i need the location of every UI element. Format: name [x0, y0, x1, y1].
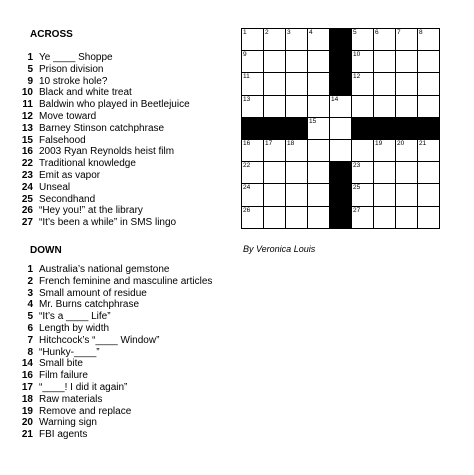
- clue-text: Ye ____ Shoppe: [39, 52, 113, 63]
- grid-cell[interactable]: [330, 118, 352, 140]
- clue-across-27[interactable]: [20, 217, 235, 229]
- cell-number: 11: [243, 73, 250, 81]
- grid-cell[interactable]: [374, 29, 396, 51]
- grid-cell[interactable]: [418, 96, 440, 118]
- clue-number: 17: [21, 381, 33, 393]
- grid-cell[interactable]: [374, 207, 396, 229]
- clue-across-5[interactable]: [20, 64, 235, 76]
- grid-cell[interactable]: [286, 73, 308, 95]
- clue-across-22[interactable]: [20, 158, 235, 170]
- clue-text: “It’s been a while” in SMS lingo: [39, 217, 177, 229]
- cell-number: 27: [353, 206, 361, 214]
- grid-cell[interactable]: [374, 51, 396, 73]
- grid-cell[interactable]: [374, 140, 396, 162]
- cell-number: 20: [397, 139, 405, 147]
- clue-down-14[interactable]: [20, 358, 235, 370]
- cell-number: 3: [287, 29, 291, 36]
- grid-cell[interactable]: [264, 162, 286, 184]
- clue-down-20[interactable]: [20, 417, 235, 429]
- clue-text: Prison division: [39, 63, 104, 75]
- grid-cell[interactable]: [418, 51, 440, 73]
- clue-text: FBI agents: [39, 429, 88, 441]
- grid-cell[interactable]: [418, 140, 440, 162]
- clue-text: Secondhand: [39, 193, 96, 205]
- clue-text: Move toward: [39, 110, 97, 122]
- grid-cell-black: [374, 118, 396, 140]
- clue-number: 21: [21, 429, 33, 441]
- cell-number: 2: [265, 29, 269, 36]
- clue-text: 10 stroke hole?: [39, 75, 108, 87]
- clue-across-16[interactable]: [20, 146, 235, 158]
- clue-text: Mr. Burns catchphrase: [39, 299, 140, 311]
- clue-text: Traditional knowledge: [39, 158, 136, 170]
- down-heading: DOWN: [30, 245, 62, 256]
- grid-cell[interactable]: [396, 96, 418, 118]
- cell-number: 22: [243, 162, 251, 170]
- grid-cell[interactable]: [264, 207, 286, 229]
- clue-down-6[interactable]: [20, 323, 235, 335]
- grid-cell-black: [264, 118, 286, 140]
- clue-across-26[interactable]: [20, 205, 235, 217]
- crossword-grid[interactable]: [241, 28, 440, 229]
- grid-cell[interactable]: [352, 51, 374, 73]
- grid-cell[interactable]: [352, 96, 374, 118]
- grid-cell[interactable]: [396, 73, 418, 95]
- grid-cell[interactable]: [308, 184, 330, 206]
- cell-number: 8: [419, 29, 423, 36]
- grid-cell[interactable]: [396, 140, 418, 162]
- cell-number: 6: [375, 29, 379, 36]
- clue-text: Emit as vapor: [39, 169, 101, 181]
- clue-across-11[interactable]: [20, 99, 235, 111]
- clue-number: 22: [21, 158, 33, 170]
- cell-number: 1: [243, 29, 247, 36]
- grid-cell[interactable]: [352, 162, 374, 184]
- clue-across-10[interactable]: [20, 87, 235, 99]
- clue-text: 2003 Ryan Reynolds heist film: [39, 146, 175, 158]
- grid-cell-black: [352, 118, 374, 140]
- grid-cell[interactable]: [286, 162, 308, 184]
- clue-across-1[interactable]: [20, 52, 235, 64]
- cell-number: 16: [243, 139, 251, 147]
- clue-across-25[interactable]: [20, 194, 235, 206]
- grid-cell[interactable]: [418, 184, 440, 206]
- grid-cell[interactable]: [286, 184, 308, 206]
- clue-down-3[interactable]: [20, 288, 235, 300]
- clue-across-12[interactable]: [20, 111, 235, 123]
- clue-number: 1: [27, 52, 33, 63]
- byline: By Veronica Louis: [243, 244, 316, 254]
- grid-cell[interactable]: [308, 73, 330, 95]
- grid-cell[interactable]: [286, 29, 308, 51]
- grid-cell[interactable]: [242, 162, 264, 184]
- clue-text: “It’s a ____ Life”: [39, 311, 111, 323]
- clue-down-16[interactable]: [20, 370, 235, 382]
- clue-number: 12: [21, 110, 33, 122]
- clue-number: 1: [27, 264, 33, 275]
- grid-cell[interactable]: [286, 140, 308, 162]
- clue-text: Falsehood: [39, 134, 86, 146]
- clue-text: Hitchcock’s “____ Window”: [39, 334, 160, 346]
- clue-number: 23: [21, 169, 33, 181]
- grid-cell[interactable]: [308, 207, 330, 229]
- clue-text: Raw materials: [39, 393, 103, 405]
- cell-number: 15: [309, 117, 317, 125]
- grid-cell[interactable]: [242, 184, 264, 206]
- grid-cell[interactable]: [374, 184, 396, 206]
- grid-cell[interactable]: [352, 29, 374, 51]
- clue-text: Unseal: [39, 181, 71, 193]
- grid-cell[interactable]: [374, 96, 396, 118]
- cell-number: 14: [331, 95, 339, 103]
- cell-number: 19: [375, 139, 383, 147]
- clue-down-2[interactable]: [20, 276, 235, 288]
- grid-cell[interactable]: [352, 207, 374, 229]
- grid-cell[interactable]: [330, 96, 352, 118]
- clue-text: “Hunky-____”: [39, 346, 100, 358]
- grid-cell[interactable]: [242, 140, 264, 162]
- clue-number: 5: [27, 63, 33, 75]
- grid-cell[interactable]: [242, 51, 264, 73]
- clue-down-4[interactable]: [20, 299, 235, 311]
- cell-number: 26: [243, 206, 251, 214]
- clue-number: 19: [21, 405, 33, 417]
- grid-cell[interactable]: [418, 162, 440, 184]
- grid-cell[interactable]: [242, 96, 264, 118]
- clue-down-21[interactable]: [20, 429, 235, 441]
- cell-number: 12: [353, 73, 361, 81]
- grid-cell[interactable]: [242, 29, 264, 51]
- clue-text: Barney Stinson catchphrase: [39, 122, 165, 134]
- cell-number: 18: [287, 139, 295, 147]
- clue-number: 4: [27, 299, 33, 311]
- clue-text: Black and white treat: [39, 87, 132, 99]
- clue-text: Film failure: [39, 370, 88, 382]
- grid-cell-black: [330, 184, 352, 206]
- cell-number: 24: [243, 184, 251, 192]
- grid-cell[interactable]: [308, 118, 330, 140]
- clue-number: 11: [22, 99, 33, 111]
- clue-number: 25: [21, 193, 33, 205]
- grid-cell[interactable]: [308, 140, 330, 162]
- clue-number: 16: [21, 370, 33, 382]
- cell-number: 10: [353, 51, 361, 59]
- grid-cell[interactable]: [396, 51, 418, 73]
- cell-number: 4: [309, 29, 313, 36]
- grid-cell[interactable]: [286, 207, 308, 229]
- cell-number: 9: [243, 51, 247, 59]
- grid-cell[interactable]: [352, 73, 374, 95]
- grid-cell[interactable]: [330, 140, 352, 162]
- clue-down-7[interactable]: [20, 335, 235, 347]
- clue-text: “____! I did it again”: [39, 381, 128, 393]
- clue-number: 2: [27, 275, 33, 287]
- clue-down-5[interactable]: [20, 311, 235, 323]
- grid-cell[interactable]: [396, 162, 418, 184]
- cell-number: 25: [353, 184, 361, 192]
- clue-number: 26: [21, 205, 33, 217]
- clue-across-15[interactable]: [20, 135, 235, 147]
- clue-down-1[interactable]: [20, 264, 235, 276]
- clue-text: Remove and replace: [39, 405, 132, 417]
- grid-cell[interactable]: [264, 96, 286, 118]
- clue-number: 5: [27, 311, 33, 323]
- grid-cell[interactable]: [418, 73, 440, 95]
- cell-number: 17: [265, 139, 273, 147]
- clue-number: 18: [21, 393, 33, 405]
- clue-down-8[interactable]: [20, 347, 235, 359]
- cell-number: 21: [419, 139, 427, 147]
- clue-number: 27: [21, 217, 33, 229]
- grid-cell-black: [330, 29, 352, 51]
- grid-cell[interactable]: [418, 29, 440, 51]
- grid-cell[interactable]: [264, 184, 286, 206]
- grid-cell-black: [418, 118, 440, 140]
- clue-number: 16: [21, 146, 33, 158]
- clue-number: 8: [27, 346, 33, 358]
- grid-cell[interactable]: [286, 51, 308, 73]
- grid-cell-black: [286, 118, 308, 140]
- grid-cell-black: [330, 73, 352, 95]
- grid-cell-black: [396, 118, 418, 140]
- clue-text: Length by width: [39, 322, 110, 334]
- clue-number: 20: [21, 417, 33, 429]
- grid-cell[interactable]: [242, 73, 264, 95]
- grid-cell[interactable]: [374, 73, 396, 95]
- clue-number: 10: [21, 87, 33, 99]
- clue-text: Small bite: [39, 358, 83, 370]
- down-clue-list: [20, 264, 235, 441]
- grid-cell[interactable]: [264, 29, 286, 51]
- clue-across-9[interactable]: [20, 76, 235, 88]
- across-heading: ACROSS: [30, 29, 73, 40]
- grid-cell[interactable]: [286, 96, 308, 118]
- grid-cell[interactable]: [374, 162, 396, 184]
- cell-number: 13: [243, 95, 251, 103]
- clue-number: 6: [27, 322, 33, 334]
- grid-cell[interactable]: [308, 51, 330, 73]
- grid-cell-black: [330, 207, 352, 229]
- grid-cell-black: [330, 162, 352, 184]
- clue-text: Australia’s national gemstone: [39, 264, 170, 275]
- clue-down-18[interactable]: [20, 394, 235, 406]
- clue-text: “Hey you!” at the library: [39, 205, 143, 217]
- grid-cell-black: [330, 51, 352, 73]
- clue-number: 15: [21, 134, 33, 146]
- cell-number: 5: [353, 29, 357, 36]
- clue-down-17[interactable]: [20, 382, 235, 394]
- clue-number: 24: [21, 181, 33, 193]
- grid-cell[interactable]: [396, 184, 418, 206]
- cell-number: 7: [397, 29, 401, 36]
- clue-across-23[interactable]: [20, 170, 235, 182]
- clue-across-13[interactable]: [20, 123, 235, 135]
- grid-cell[interactable]: [396, 207, 418, 229]
- cell-number: 23: [353, 162, 361, 170]
- grid-cell[interactable]: [396, 29, 418, 51]
- grid-cell[interactable]: [264, 73, 286, 95]
- clue-number: 7: [27, 334, 33, 346]
- across-clue-list: [20, 52, 235, 229]
- clue-text: French feminine and masculine articles: [39, 275, 213, 287]
- clue-text: Warning sign: [39, 417, 97, 429]
- grid-cell[interactable]: [418, 207, 440, 229]
- clue-number: 9: [27, 75, 33, 87]
- grid-cell[interactable]: [352, 184, 374, 206]
- clue-number: 14: [21, 358, 33, 370]
- clue-number: 13: [21, 122, 33, 134]
- clue-text: Baldwin who played in Beetlejuice: [39, 99, 190, 111]
- grid-cell[interactable]: [352, 140, 374, 162]
- clue-number: 3: [27, 287, 33, 299]
- grid-cell[interactable]: [308, 162, 330, 184]
- grid-cell[interactable]: [264, 140, 286, 162]
- clue-across-24[interactable]: [20, 182, 235, 194]
- grid-cell-black: [242, 118, 264, 140]
- grid-cell[interactable]: [308, 96, 330, 118]
- clue-text: Small amount of residue: [39, 287, 147, 299]
- grid-cell[interactable]: [308, 29, 330, 51]
- clue-down-19[interactable]: [20, 406, 235, 418]
- grid-cell[interactable]: [264, 51, 286, 73]
- grid-cell[interactable]: [242, 207, 264, 229]
